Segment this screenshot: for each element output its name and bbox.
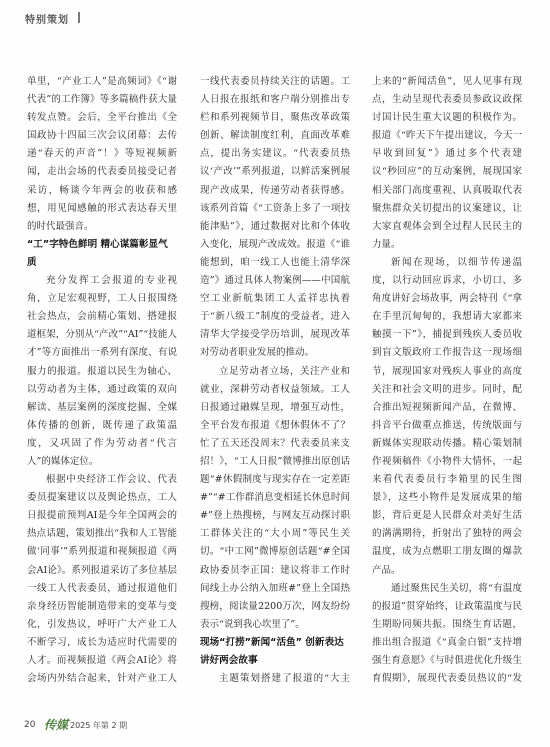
column-1 [27, 73, 177, 688]
section-heading: “工”字特色鲜明 精心谋篇彰显气质 [27, 238, 168, 268]
paragraph: 一线代表委员持续关注的话题。工人日报在报纸和客户端分别推出专栏和系列视频节目，聚焦改革政策创新、解读制度红利，直面改革难点，提出务实建议。“代表委员热议‘产改’”系列报道，以鲜活案例展现产改成果，传递劳动者获得感。该系列首篇《“工资条上多了一项技能津贴”》，通过数据对比和个体收入变化，展现产改成效。报道《“谁能想到，咱一线工人也能上清华深造”》通过具体人物案例——中国航空工业新航集团工人孟祥忠执着于“新八级工”制度的受益者，进入清华大学接受学历培训，展现改革对劳动者职业发展的推动。 [200, 76, 350, 359]
column-3 [372, 73, 522, 688]
paragraph: 新闻在现场，以细节传递温度，以行动回应诉求，小切口、多角度讲好会场故事，两会特刊《“拿在手里沉甸甸的，我想请大家都来触摸一下”》，捕捉到残疾人委员收到盲文版政府工作报告这一现场细节，展现国家对残疾人事业的高度关注和社会文明的进步。同时，配合推出短视频新闻产品，在微博、抖音平台做重点推送，传统版面与新媒体实现联动传播。精心策划制作视频稿件《小物件大情怀，一起来看代表委员行李箱里的民生图景》，这些小物件是发展成果的缩影，背后更是人民群众对美好生活的满满期待，折射出了独特的两会温度，成为点燃职工朋友圈的爆款产品。 [372, 256, 522, 576]
paragraph-final [372, 580, 522, 688]
section-label: 特别策划 [25, 15, 69, 26]
magazine-name: 传媒 [44, 718, 69, 732]
paragraph: 根据中央经济工作会议、代表委员提案建议以及舆论热点，工人日报提前预判AI是今年全国两会的热点话题，策划推出“我和人工智能做‘同事’”系列报道和视频报道《两会AI论》。系列报道采访了多位基层一线工人代表委员，通过报道他们亲身经历智能制造带来的变革与变化，引发热议，呼吁广大产业工人不断学习，成长为适应时代需要的人才。而视频报道《两会AI论》将会场内外结合起来，针对产业工人 [27, 474, 177, 685]
column-2 [200, 73, 350, 688]
section-heading: 现场“打捞”新闻“活鱼” 创新表达讲好两会故事 [200, 636, 344, 666]
page-number: 20 [24, 720, 36, 730]
issue-label: 2025 年第 2 期 [70, 721, 128, 730]
page-footer [0, 712, 550, 742]
page-header [0, 0, 550, 40]
section-divider [78, 12, 80, 23]
paragraph: 充分发挥工会报道的专业视角，立足宏观视野，工人日报围绕社会热点，会前精心策划、搭建报道框架，分别从“产改”“AI”“技能人才”等方面推出一系列有深度、有说服力的报道。报道以民生为轴心、以劳动者为主体，通过政策的双向解读、基层案例的深度挖掘、全媒体传播的创新，既传递了政策温度，又巩固了作为劳动者“代言人”的媒体定位。 [27, 275, 177, 467]
paragraph-text: 通过聚焦民生关切，将“有温度的报道”贯穿始终，让政策温度与民生期盼同频共振。围绕生育话题，推出组合报道《“真金白银”支持增强生育意愿》《与时俱进优化升级生育假期》，展现代表委员热议的“发 [372, 582, 522, 685]
paragraph: 主题策划搭建了报道的“大主 [219, 673, 350, 685]
paragraph: 上来的“新闻活鱼”，见人见事有现点，生动呈现代表委员参政议政探讨国计民生重大议题的积极作为。报道《“昨天下午提出建议，今天一早收到回复”》通过多个代表建议“秒回应”的互动案例，展现国家相关部门高度重视、认真吸取代表聚焦群众关切提出的议案建议，让大家直观体会到全过程人民民主的力量。 [372, 76, 522, 250]
paragraph: 单里，“产业工人”是高频词》《“谢代表”的工作簿》等多篇稿件获大量转发点赞。会后，全平台推出《全国政协十四届三次会议闭幕：去传递“春天的声音”！》等短视频新闻，走出会场的代表委员接受记者采访，畅谈今年两会的收获和感想，用见闻感触的形式表达春天里的时代最强音。 [27, 76, 177, 232]
paragraph: 立足劳动者立场，关注产业和就业，深耕劳动者权益领域。工人日报通过融媒呈现，增强互动性，全平台发布报道《想休假休不了？忙了五天还没周末？代表委员来支招！》，“工人日报”微博推出原创话题“#休假制度与现实存在一定差距#”“#工作群消息变相延长休息时间#”登上热搜榜，与网友互动探讨职工群体关注的“大小周”等民生关切。“中工网”微博原创话题“#全国政协委员李正国：建议将非工作时间线上办公纳入加班#”登上全国热搜榜，阅读量2200万次，网友纷纷表示“说到我心坎里了”。 [200, 365, 350, 630]
